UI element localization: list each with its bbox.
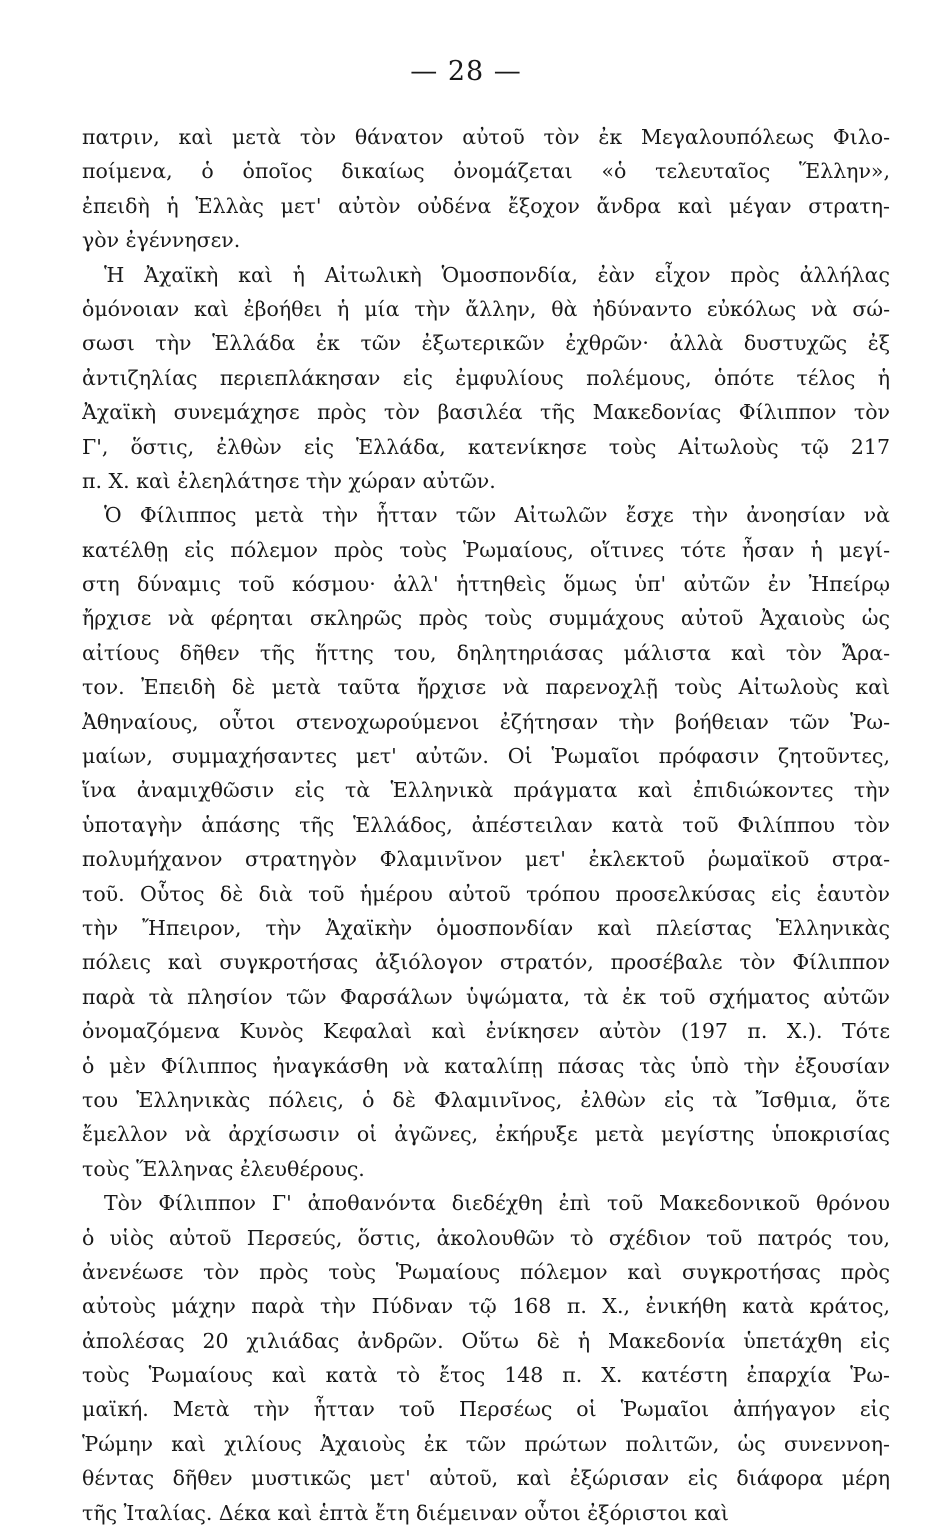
text-line: Ἡ Ἀχαϊκὴ καὶ ἡ Αἰτωλικὴ Ὁμοσπονδία, ἐὰν εἶχον πρὸς ἀλλήλας <box>104 262 890 287</box>
text-line: τον. Ἐπειδὴ δὲ μετὰ ταῦτα ἤρχισε νὰ παρενοχλῇ τοὺς Αἰτωλοὺς καὶ <box>82 675 890 700</box>
text-line: Τὸν Φίλιππον Γ' ἀποθανόντα διεδέχθη ἐπὶ τοῦ Μακεδονικοῦ θρόνου <box>104 1191 890 1216</box>
text-line: Ῥώμην καὶ χιλίους Ἀχαιοὺς ἐκ τῶν πρώτων πολιτῶν, ὡς συνεννοη- <box>82 1431 890 1456</box>
text-line: τῆς Ἰταλίας. Δέκα καὶ ἑπτὰ ἔτη διέμειναν οὗτοι ἐξόριστοι καὶ <box>82 1500 729 1525</box>
text-line: π. Χ. καὶ ἐλεηλάτησε τὴν χώραν αὐτῶν. <box>82 468 496 493</box>
text-line: ἐπειδὴ ἡ Ἑλλὰς μετ' αὐτὸν οὐδένα ἔξοχον ἄνδρα καὶ μέγαν στρατη- <box>82 193 890 218</box>
text-line: του Ἑλληνικὰς πόλεις, ὁ δὲ Φλαμινῖνος, ἐλθὼν εἰς τὰ Ἴσθμια, ὅτε <box>82 1087 890 1112</box>
text-line: αὐτοὺς μάχην παρὰ τὴν Πύδναν τῷ 168 π. Χ., ἐνικήθη κατὰ κράτος, <box>82 1294 890 1319</box>
text-line: ὁ υἱὸς αὐτοῦ Περσεύς, ὅστις, ἀκολουθῶν τὸ σχέδιον τοῦ πατρός του, <box>82 1225 890 1250</box>
text-line: ἔμελλον νὰ ἀρχίσωσιν οἱ ἀγῶνες, ἐκήρυξε μετὰ μεγίστης ὑποκρισίας <box>82 1122 890 1147</box>
text-line: ἀντιζηλίας περιεπλάκησαν εἰς ἐμφυλίους πολέμους, ὁπότε τέλος ἡ <box>82 365 890 390</box>
text-line: ὁ μὲν Φίλιππος ἠναγκάσθη νὰ καταλίπῃ πάσας τὰς ὑπὸ τὴν ἐξουσίαν <box>82 1053 890 1078</box>
text-line: Ἀθηναίους, οὗτοι στενοχωρούμενοι ἐζήτησαν τὴν βοήθειαν τῶν Ῥω- <box>82 709 890 734</box>
text-line: ὀνομαζόμενα Κυνὸς Κεφαλαὶ καὶ ἐνίκησεν αὐτὸν (197 π. Χ.). Τότε <box>82 1019 890 1044</box>
text-line: μαίων, συμμαχήσαντες μετ' αὐτῶν. Οἱ Ῥωμαῖοι πρόφασιν ζητοῦντες, <box>82 744 890 769</box>
text-line: παρὰ τὰ πλησίον τῶν Φαρσάλων ὑψώματα, τὰ ἐκ τοῦ σχήματος αὐτῶν <box>82 984 890 1009</box>
text-line: γὸν ἐγέννησεν. <box>82 228 241 253</box>
text-line: σωσι τὴν Ἑλλάδα ἐκ τῶν ἐξωτερικῶν ἐχθρῶν· ἀλλὰ δυστυχῶς ἐξ <box>82 331 890 356</box>
text-line: τοῦ. Οὗτος δὲ διὰ τοῦ ἡμέρου αὐτοῦ τρόπου προσελκύσας εἰς ἑαυτὸν <box>82 881 890 906</box>
text-line: Ὁ Φίλιππος μετὰ τὴν ἧτταν τῶν Αἰτωλῶν ἔσχε τὴν ἀνοησίαν νὰ <box>104 503 890 528</box>
text-line: ὑποταγὴν ἁπάσης τῆς Ἑλλάδος, ἀπέστειλαν κατὰ τοῦ Φιλίππου τὸν <box>82 812 890 837</box>
page-text <box>82 120 890 1530</box>
text-line: ποίμενα, ὁ ὁποῖος δικαίως ὀνομάζεται «ὁ τελευταῖος Ἕλλην», <box>82 159 890 184</box>
text-line: πόλεις καὶ συγκροτήσας ἀξιόλογον στρατόν, προσέβαλε τὸν Φίλιππον <box>82 950 890 975</box>
paragraph <box>82 498 890 1186</box>
paragraph <box>82 120 890 258</box>
paragraph <box>82 1186 890 1530</box>
page-number: — 28 — <box>410 56 522 87</box>
text-line: ὁμόνοιαν καὶ ἐβοήθει ἡ μία τὴν ἄλλην, θὰ ἠδύναντο εὐκόλως νὰ σώ- <box>82 296 890 321</box>
text-line: Ἀχαϊκὴ συνεμάχησε πρὸς τὸν βασιλέα τῆς Μακεδονίας Φίλιππον τὸν <box>82 400 890 425</box>
text-line: τὴν Ἤπειρον, τὴν Ἀχαϊκὴν ὁμοσπονδίαν καὶ πλείστας Ἑλληνικὰς <box>82 915 890 940</box>
text-line: πατριν, καὶ μετὰ τὸν θάνατον αὐτοῦ τὸν ἐκ Μεγαλουπόλεως Φιλο- <box>82 125 890 149</box>
text-line: θέντας δῆθεν μυστικῶς μετ' αὐτοῦ, καὶ ἐξώρισαν εἰς διάφορα μέρη <box>82 1466 890 1491</box>
text-line: ἵνα ἀναμιχθῶσιν εἰς τὰ Ἑλληνικὰ πράγματα καὶ ἐπιδιώκοντες τὴν <box>82 778 890 803</box>
text-line: κατέλθῃ εἰς πόλεμον πρὸς τοὺς Ῥωμαίους, οἵτινες τότε ἦσαν ἡ μεγί- <box>82 537 890 562</box>
text-line: ἀπολέσας 20 χιλιάδας ἀνδρῶν. Οὕτω δὲ ἡ Μακεδονία ὑπετάχθη εἰς <box>82 1328 890 1353</box>
text-line: πολυμήχανον στρατηγὸν Φλαμινῖνον μετ' ἐκλεκτοῦ ῥωμαϊκοῦ στρα- <box>82 847 890 872</box>
text-line: Γ', ὅστις, ἐλθὼν εἰς Ἑλλάδα, κατενίκησε τοὺς Αἰτωλοὺς τῷ 217 <box>82 434 890 459</box>
text-line: μαϊκή. Μετὰ τὴν ἧτταν τοῦ Περσέως οἱ Ῥωμαῖοι ἀπήγαγον εἰς <box>82 1397 890 1422</box>
text-line: ἤρχισε νὰ φέρηται σκληρῶς πρὸς τοὺς συμμάχους αὐτοῦ Ἀχαιοὺς ὡς <box>82 606 890 631</box>
paragraph <box>82 258 890 499</box>
text-line: αἰτίους δῆθεν τῆς ἥττης του, δηλητηριάσας μάλιστα καὶ τὸν Ἄρα- <box>82 640 890 665</box>
text-line: τοὺς Ἕλληνας ἐλευθέρους. <box>82 1156 365 1181</box>
text-line: ἀνενέωσε τὸν πρὸς τοὺς Ῥωμαίους πόλεμον καὶ συγκροτήσας πρὸς <box>82 1259 890 1284</box>
text-line: στη δύναμις τοῦ κόσμου· ἀλλ' ἡττηθεὶς ὅμως ὑπ' αὐτῶν ἐν Ἠπείρῳ <box>82 572 890 597</box>
text-line: τοὺς Ῥωμαίους καὶ κατὰ τὸ ἔτος 148 π. Χ. κατέστη ἐπαρχία Ῥω- <box>82 1363 890 1388</box>
